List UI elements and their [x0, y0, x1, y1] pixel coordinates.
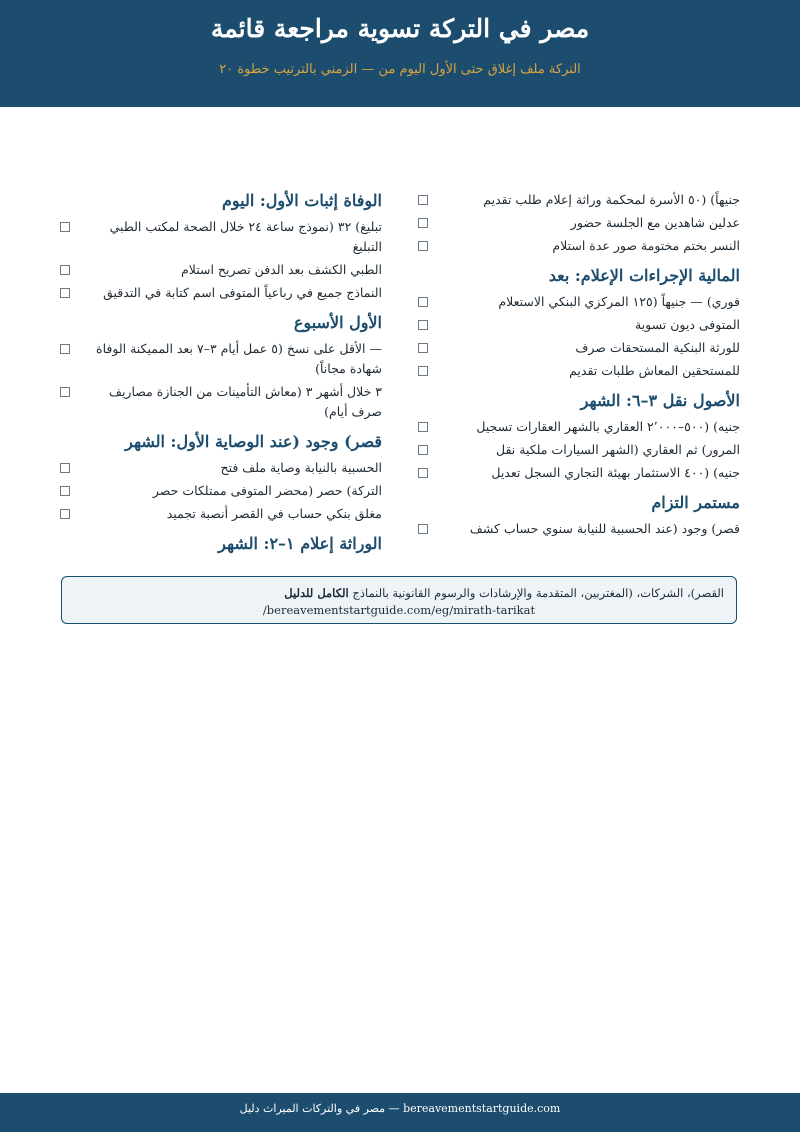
checklist-item[interactable]: جنيه) (٤٠٠ الاستثمار بهيئة التجاري السجل تعديل — [418, 463, 740, 483]
section-inheritance-declaration — [60, 533, 382, 555]
checklist-item[interactable]: فوري) — جنيهاً (١٢٥ المركزي البنكي الاستعلام — [418, 292, 740, 312]
checkbox-icon[interactable] — [418, 445, 428, 455]
checkbox-icon[interactable] — [418, 343, 428, 353]
checkbox-icon[interactable] — [60, 265, 70, 275]
note-bold-text: الكامل للدليل — [284, 586, 349, 600]
checkbox-icon[interactable] — [418, 241, 428, 251]
checkbox-icon[interactable] — [60, 486, 70, 496]
checkbox-icon[interactable] — [60, 387, 70, 397]
left-column — [60, 190, 382, 560]
section-guardianship — [60, 431, 382, 524]
checkbox-icon[interactable] — [418, 468, 428, 478]
section-title: قصر) وجود (عند الوصاية الأول: الشهر — [125, 432, 382, 451]
right-column — [418, 190, 740, 542]
section-first-week — [60, 312, 382, 422]
section-title: الأول الأسبوع — [293, 313, 382, 332]
section-title: الأصول نقل ٣–٦: الشهر — [580, 391, 740, 410]
checklist-item[interactable]: النماذج جميع في رباعياً المتوفى اسم كتابة في التدقيق — [60, 283, 382, 303]
checkbox-icon[interactable] — [60, 509, 70, 519]
checklist-item[interactable]: — الأقل على نسخ (٥ عمل أيام ٣–٧ بعد المميكنة الوفاة شهادة مجاناً) — [60, 339, 382, 379]
checkbox-icon[interactable] — [418, 422, 428, 432]
checklist-item[interactable]: ٣ خلال أشهر ٣ (معاش التأمينات من الجنازة مصاريف صرف أيام) — [60, 382, 382, 422]
section-title: الوراثة إعلام ١–٢: الشهر — [218, 534, 382, 553]
checklist-item[interactable]: للورثة البنكية المستحقات صرف — [418, 338, 740, 358]
checklist-item[interactable]: النسر بختم مختومة صور عدة استلام — [418, 236, 740, 256]
checkbox-icon[interactable] — [60, 344, 70, 354]
checklist-item[interactable]: مغلق بنكي حساب في القصر أنصبة تجميد — [60, 504, 382, 524]
checkbox-icon[interactable] — [418, 297, 428, 307]
checkbox-icon[interactable] — [60, 288, 70, 298]
checklist-item[interactable]: للمستحقين المعاش طلبات تقديم — [418, 361, 740, 381]
section-after-inheritance — [418, 265, 740, 381]
checkbox-icon[interactable] — [60, 463, 70, 473]
checkbox-icon[interactable] — [418, 320, 428, 330]
guide-link[interactable]: bereavementstartguide.com/eg/mirath-tarikat/ — [262, 603, 536, 617]
checkbox-icon[interactable] — [60, 222, 70, 232]
checkbox-icon[interactable] — [418, 524, 428, 534]
checkbox-icon[interactable] — [418, 218, 428, 228]
page-subtitle: التركة ملف إغلاق حتى الأول اليوم من — الزمني بالترتيب خطوة ٢٠ — [219, 62, 581, 77]
checklist-item[interactable]: جنيهاً) (٥٠ الأسرة لمحكمة وراثة إعلام طلب تقديم — [418, 190, 740, 210]
checkbox-icon[interactable] — [418, 195, 428, 205]
checkbox-icon[interactable] — [418, 366, 428, 376]
checklist-item[interactable]: التركة) حصر (محضر المتوفى ممتلكات حصر — [60, 481, 382, 501]
page-title: مصر في التركة تسوية مراجعة قائمة — [210, 14, 590, 43]
section-title: المالية الإجراءات الإعلام: بعد — [548, 266, 740, 285]
note-line-1: القصر)، الشركات، (المغتربين، المتقدمة والإرشادات والرسوم القانونية بالنماذج الكامل للدليل — [284, 586, 724, 600]
checklist-item[interactable]: عدلين شاهدين مع الجلسة حضور — [418, 213, 740, 233]
section-ongoing — [418, 492, 740, 539]
page-header — [0, 0, 800, 107]
full-guide-note — [61, 576, 737, 624]
section-title: الوفاة إثبات الأول: اليوم — [221, 191, 382, 210]
checklist-item[interactable]: المرور) ثم العقاري (الشهر السيارات ملكية نقل — [418, 440, 740, 460]
checklist-item[interactable]: المتوفى ديون تسوية — [418, 315, 740, 335]
checklist-item[interactable]: الطبي الكشف بعد الدفن تصريح استلام — [60, 260, 382, 280]
checklist-item[interactable]: قصر) وجود (عند الحسبية للنيابة سنوي حساب كشف — [418, 519, 740, 539]
continuation-section — [418, 190, 740, 256]
checklist-item[interactable]: جنيه) (٥٠٠–٢٬٠٠٠ العقاري بالشهر العقارات تسجيل — [418, 417, 740, 437]
section-asset-transfer — [418, 390, 740, 483]
page-footer: bereavementstartguide.com — مصر في والتركات الميراث دليل — [0, 1093, 800, 1132]
section-title: مستمر التزام — [651, 493, 740, 512]
checklist-item[interactable]: تبليغ) ٣٢ (نموذج ساعة ٢٤ خلال الصحة لمكتب الطبي التبليغ — [60, 217, 382, 257]
checklist-item[interactable]: الحسبية بالنيابة وصاية ملف فتح — [60, 458, 382, 478]
section-day-one — [60, 190, 382, 303]
